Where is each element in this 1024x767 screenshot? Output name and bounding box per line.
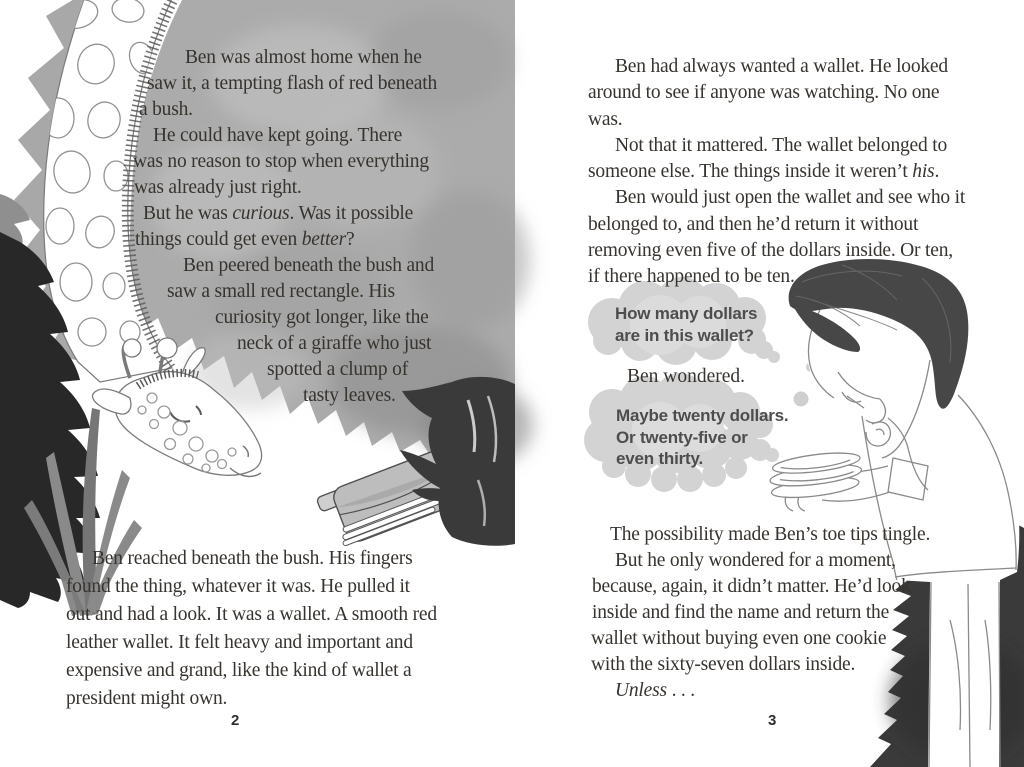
story-text: things could get even — [135, 229, 302, 250]
italic-text: his — [912, 161, 935, 183]
story-text: . . . — [666, 680, 695, 701]
story-line: tasty leaves. — [303, 385, 396, 406]
thought-cloud-1 — [588, 277, 780, 365]
italic-text: better — [301, 229, 347, 250]
story-line: out and had a look. It was a wallet. A smooth red — [66, 604, 437, 625]
story-line: Ben had always wanted a wallet. He looked — [615, 56, 948, 77]
story-line: wallet without buying even one cookie — [591, 628, 887, 649]
story-line: spotted a clump of — [267, 359, 408, 380]
story-line: curiosity got longer, like the — [215, 307, 429, 328]
story-line: removing even five of the dollars inside. Or ten, — [588, 240, 953, 262]
story-line: Ben was almost home when he — [185, 47, 422, 68]
story-text: But he was — [143, 203, 233, 224]
story-line: He could have kept going. There — [153, 125, 403, 146]
story-line: with the sixty-seven dollars inside. — [591, 654, 856, 675]
bubble-line: Or twenty-five or — [616, 427, 748, 447]
story-line: The possibility made Ben’s toe tips tingle. — [610, 524, 931, 545]
page-number-left: 2 — [231, 712, 240, 729]
story-line: saw a small red rectangle. His — [167, 281, 395, 302]
story-text: someone else. The things inside it weren’t — [588, 161, 913, 183]
story-line: president might own. — [66, 688, 228, 709]
story-line: Ben reached beneath the bush. His fingers — [92, 548, 413, 569]
story-line: But he only wondered for a moment, — [615, 550, 896, 571]
story-line: found the thing, whatever it was. He pulled it — [66, 576, 410, 597]
story-line: expensive and grand, like the kind of wallet a — [66, 660, 412, 681]
italic-text: curious — [232, 203, 290, 224]
italic-text: Unless — [615, 680, 667, 701]
story-line: Not that it mattered. The wallet belonged to — [615, 134, 947, 156]
page-number-right: 3 — [768, 712, 777, 729]
story-line: Ben peered beneath the bush and — [183, 255, 434, 276]
story-text: . Was it possible — [289, 203, 414, 224]
story-line: belonged to, and then he’d return it without — [588, 213, 919, 235]
story-line: was no reason to stop when everything — [133, 151, 429, 172]
bubble-line: are in this wallet? — [615, 325, 754, 345]
story-line: around to see if anyone was watching. No one — [588, 82, 940, 104]
story-line: Ben would just open the wallet and see who it — [615, 187, 966, 209]
ben-wondered-text: Ben wondered. — [627, 366, 746, 387]
story-line: a bush. — [139, 99, 193, 120]
tree-silhouette-right — [400, 377, 515, 546]
story-line: leather wallet. It felt heavy and important and — [66, 632, 413, 653]
bubble-line: Maybe twenty dollars. — [616, 406, 789, 425]
story-text: . — [934, 161, 940, 183]
story-text: ? — [346, 229, 355, 250]
story-line: saw it, a tempting flash of red beneath — [147, 73, 438, 94]
story-line: was already just right. — [134, 177, 302, 198]
bubble-line: even thirty. — [616, 449, 704, 468]
story-line: because, again, it didn’t matter. He’d look — [592, 576, 911, 597]
story-line: neck of a giraffe who just — [237, 333, 432, 354]
story-line: was. — [588, 108, 623, 130]
story-line: if there happened to be ten. — [588, 266, 795, 288]
bubble-line: How many dollars — [615, 304, 758, 323]
story-line: inside and find the name and return the — [592, 602, 890, 623]
thought-cloud-2 — [584, 373, 779, 492]
